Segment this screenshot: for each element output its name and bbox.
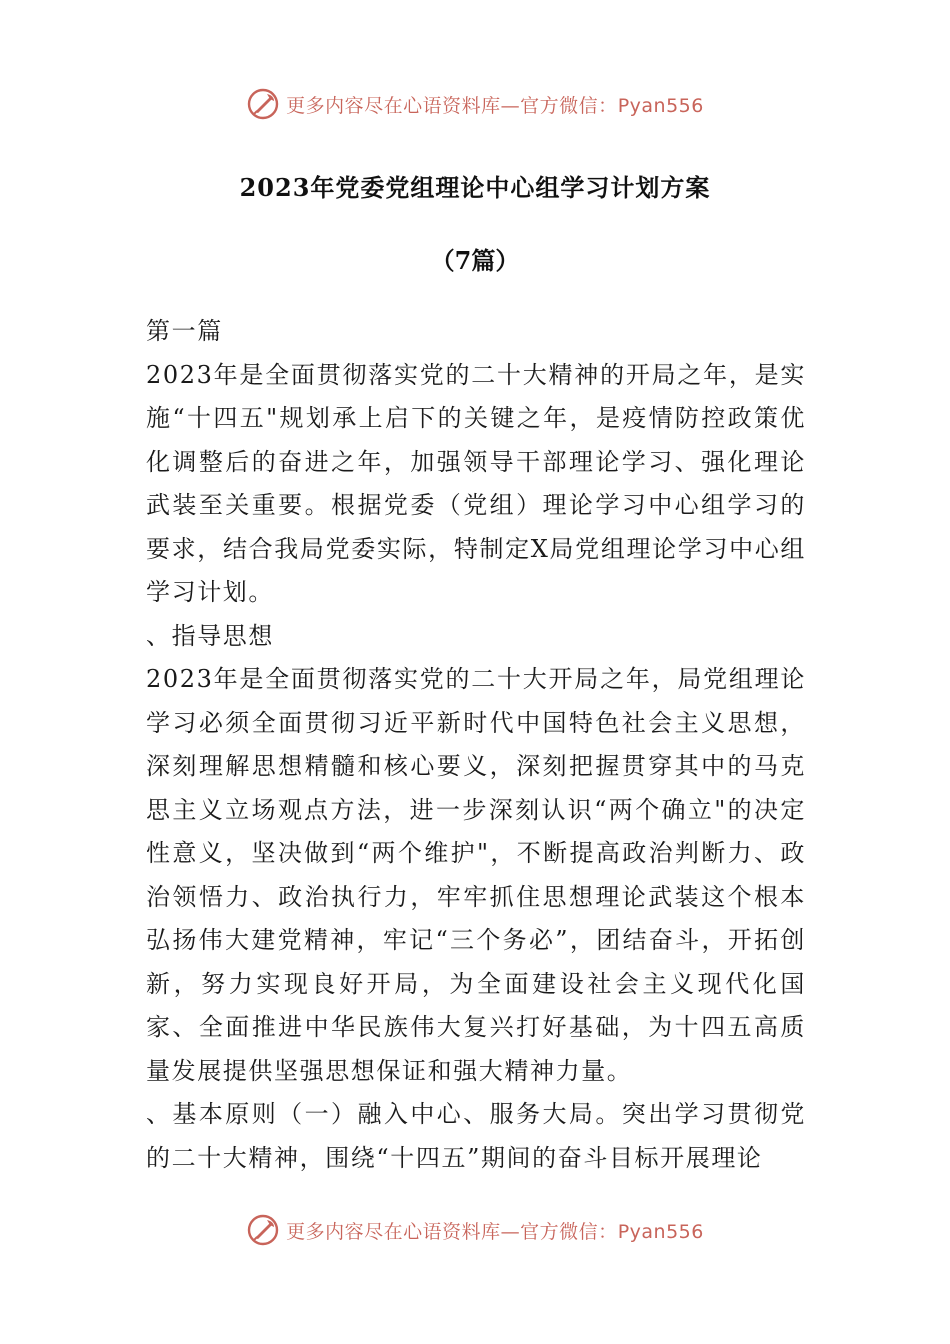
section-heading: 第一篇 — [146, 317, 223, 345]
banner-wechat-id: Pyan556 — [617, 1220, 704, 1243]
document-body — [146, 310, 806, 1180]
body-paragraph: 2023年是全面贯彻落实党的二十大开局之年，局党组理论学习必须全面贯彻习近平新时代中国特色社会主义思想，深刻理解思想精髓和核心要义，深刻把握贯穿其中的马克思主义立场观点方法，进一步深刻认识“两个确立"的决定性意义，坚决做到“两个维护"，不断提高政治判断力、政治领悟力、政治执行力，牢牢抓住思想理论武装这个根本弘扬伟大建党精神，牢记“三个务必”，团结奋斗，开拓创新，努力实现良好开局，为全面建设社会主义现代化国家、全面推进中华民族伟大复兴打好基础，为十四五高质量发展提供坚强思想保证和强大精神力量。 — [146, 665, 806, 1085]
banner-slogan: 更多内容尽在心语资料库 — [286, 94, 501, 117]
banner-channel: 官方微信： — [520, 1220, 618, 1243]
document-title: 2023年党委党组理论中心组学习计划方案 — [239, 173, 711, 202]
quill-logo-icon — [246, 1213, 280, 1247]
document-subtitle: （7篇） — [430, 246, 520, 275]
body-paragraph: 2023年是全面贯彻落实党的二十大精神的开局之年，是实施“十四五"规划承上启下的关键之年，是疫情防控政策优化调整后的奋进之年，加强领导干部理论学习、强化理论武装至关重要。根据党委（党组）理论学习中心组学习的要求，结合我局党委实际，特制定X局党组理论学习中心组学习计划。 — [146, 360, 806, 606]
banner-channel: 官方微信： — [520, 94, 618, 117]
banner-slogan: 更多内容尽在心语资料库 — [286, 1220, 501, 1243]
section-heading: 、指导思想 — [146, 621, 274, 650]
header-banner-text — [286, 91, 704, 118]
footer-banner — [0, 1210, 950, 1250]
header-banner — [0, 84, 950, 124]
banner-wechat-id: Pyan556 — [617, 94, 704, 117]
footer-banner-text — [286, 1217, 704, 1244]
body-paragraph: 、基本原则（一）融入中心、服务大局。突出学习贯彻党的二十大精神，围绕“十四五”期间的奋斗目标开展理论 — [146, 1100, 806, 1172]
quill-logo-icon — [246, 87, 280, 121]
banner-dash: — — [500, 1220, 521, 1243]
banner-dash: — — [500, 94, 521, 117]
